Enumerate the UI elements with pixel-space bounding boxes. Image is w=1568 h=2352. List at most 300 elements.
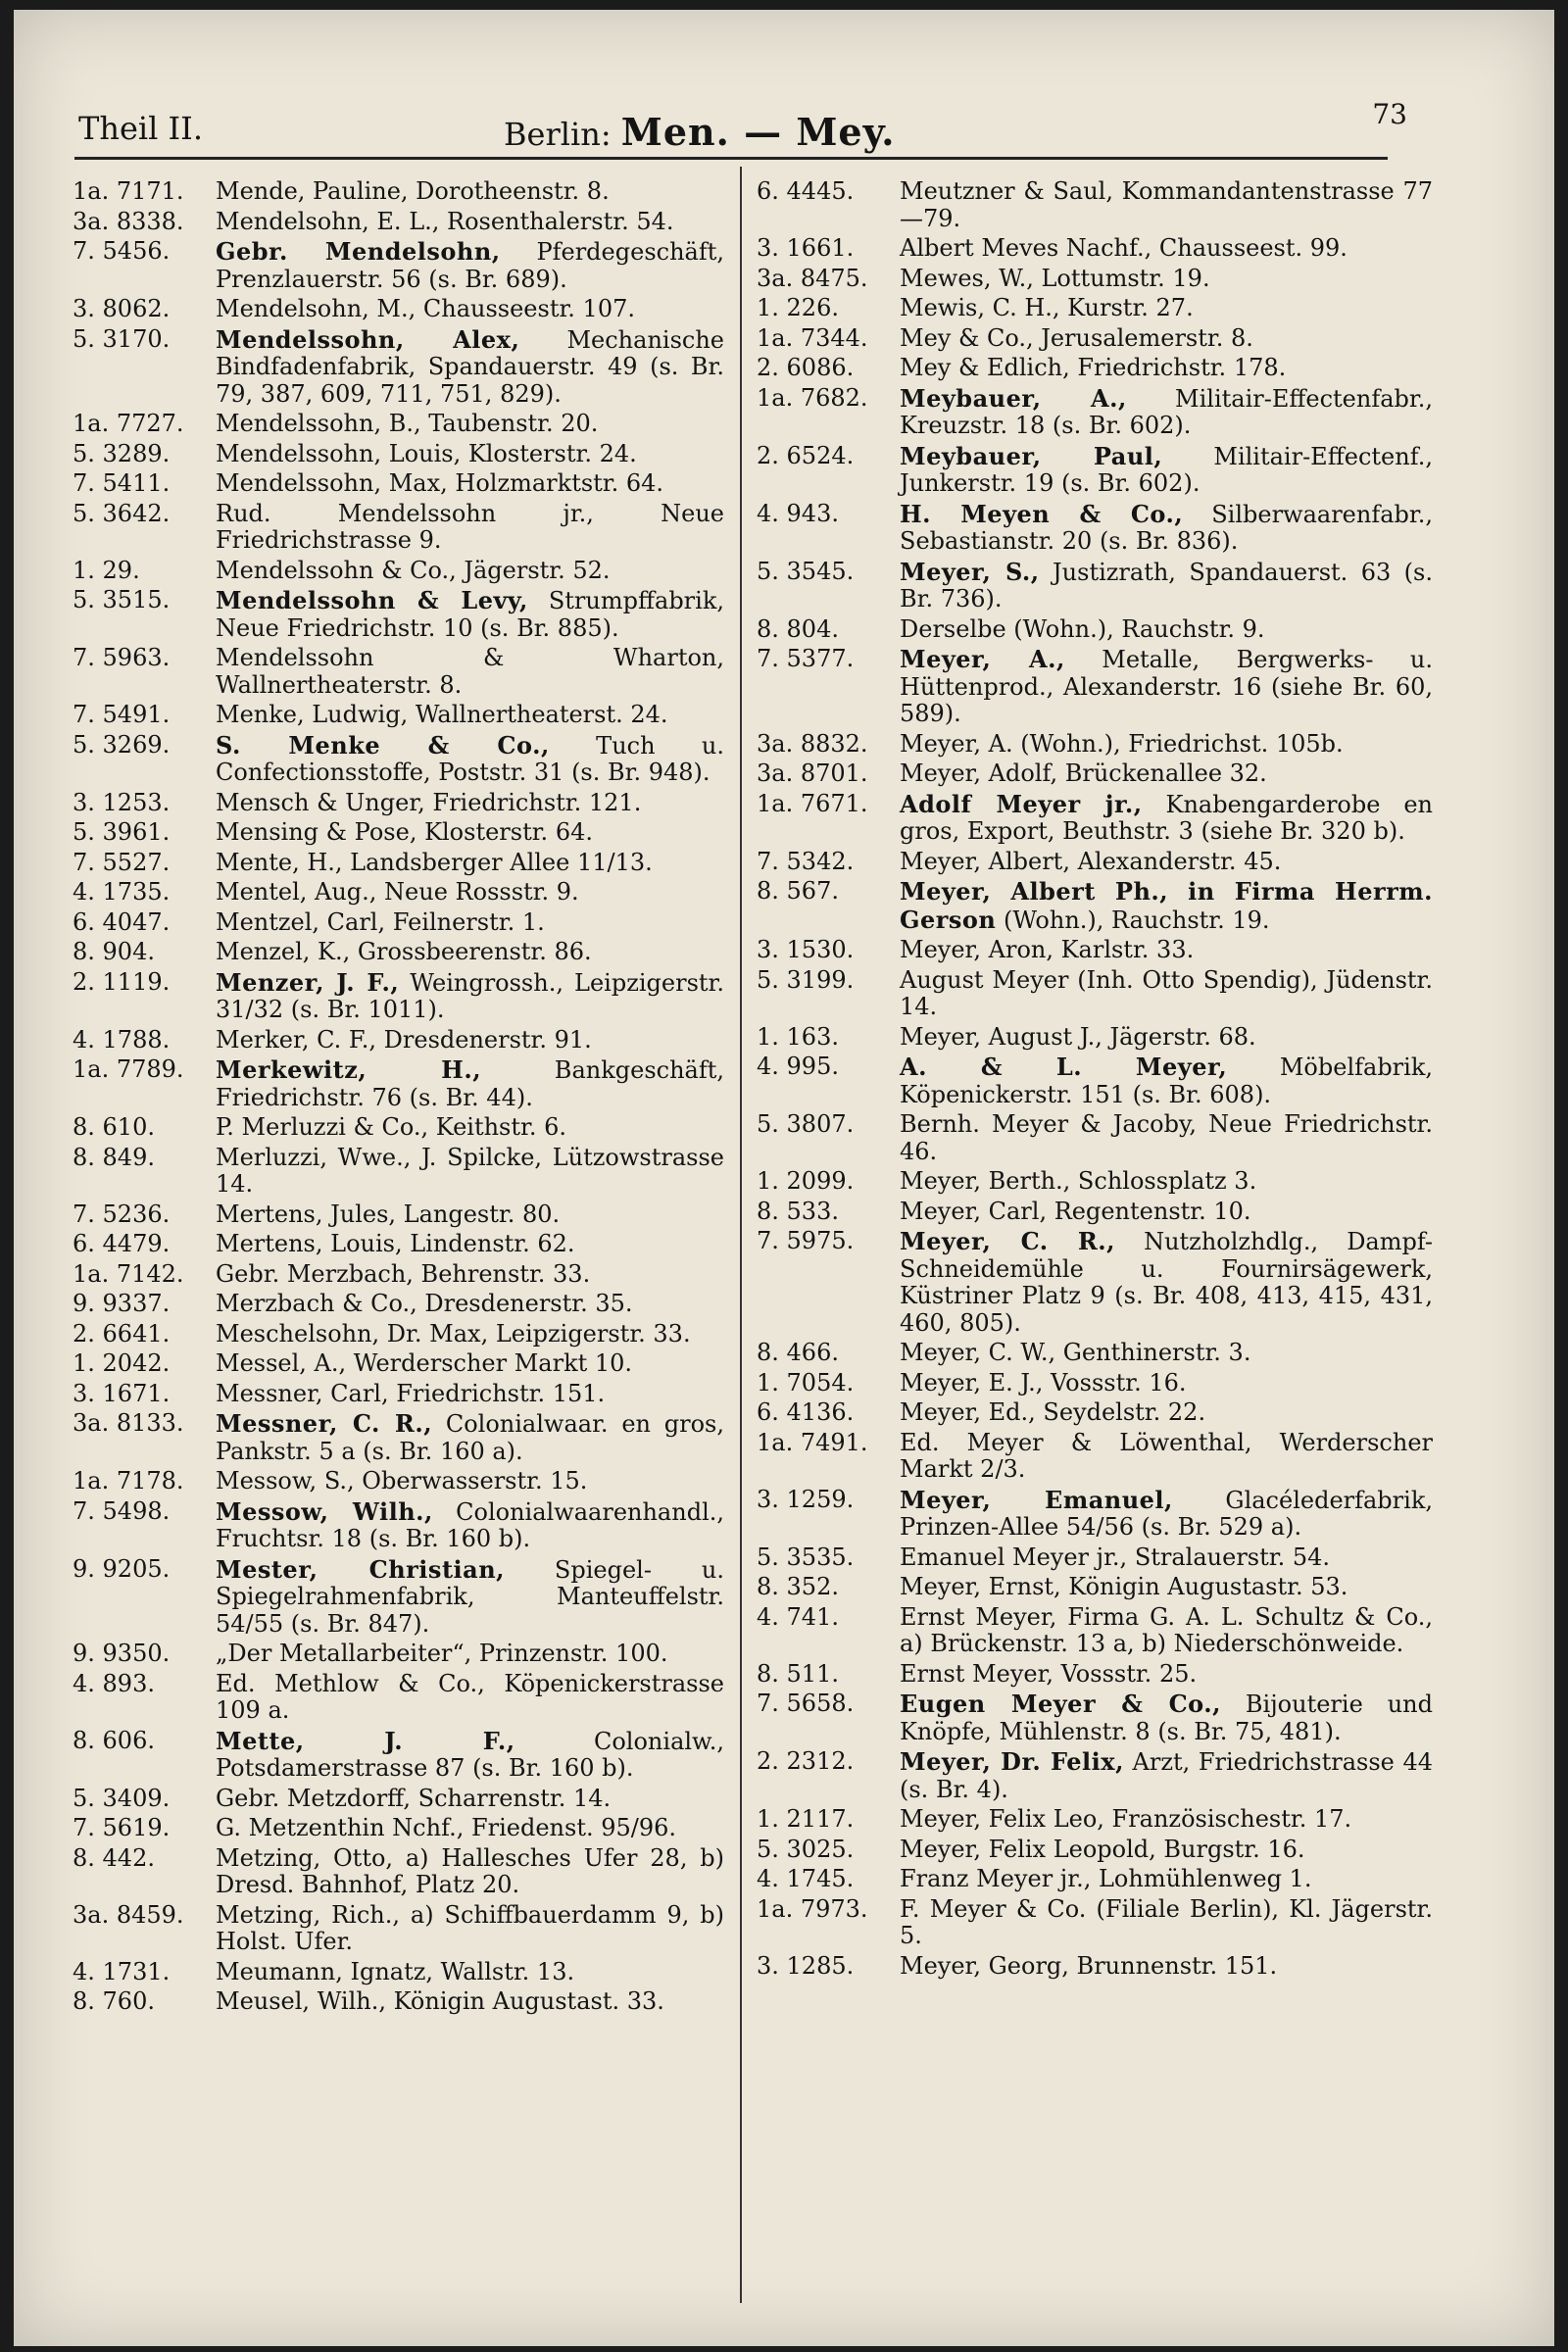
- firm-name: Messow, Wilh.,: [216, 1496, 433, 1526]
- firm-name: Adolf Meyer jr.,: [900, 789, 1143, 818]
- entry-details: Colonialwaarenhandl., Fruchtsr. 18 (s. Br. 160 b).: [216, 1497, 724, 1552]
- directory-entry: [757, 266, 1433, 293]
- directory-entry: [757, 1661, 1433, 1689]
- column-divider: [740, 167, 742, 2303]
- phone-number: 7. 5527.: [73, 848, 171, 876]
- entry-details: F. Meyer & Co. (Filiale Berlin), Kl. Jägerstr. 5.: [900, 1894, 1433, 1949]
- entry-text: [210, 969, 724, 1024]
- entry-text: [894, 1866, 1433, 1893]
- entry-details: Strumpffabrik, Neue Friedrichstr. 10 (s. Br. 885).: [216, 587, 725, 642]
- phone-number: 5. 3025.: [757, 1835, 855, 1863]
- directory-entry: [73, 790, 724, 817]
- directory-entry: [73, 178, 724, 206]
- phone-number: 6. 4479.: [73, 1230, 171, 1257]
- entry-text: [894, 178, 1433, 232]
- firm-name: Meyer, Dr. Felix,: [900, 1747, 1124, 1776]
- entry-text: [210, 790, 724, 817]
- directory-entry: [73, 1671, 724, 1725]
- entry-details: „Der Metallarbeiter“, Prinzenstr. 100.: [216, 1640, 668, 1667]
- directory-entry: [757, 235, 1433, 263]
- phone-number: 3. 1671.: [73, 1379, 171, 1407]
- phone-number: 4. 995.: [757, 1053, 839, 1080]
- entry-text: [894, 295, 1433, 322]
- city-label: Berlin:: [504, 116, 612, 153]
- entry-text: [210, 1410, 724, 1465]
- entry-text: [210, 1291, 724, 1318]
- entry-details: Mente, H., Landsberger Allee 11/13.: [216, 848, 653, 876]
- entry-text: [894, 1544, 1433, 1572]
- entry-text: [210, 1231, 724, 1258]
- directory-entry: [757, 1430, 1433, 1484]
- entry-text: [210, 1556, 724, 1639]
- entry-details: Bijouterie und Knöpfe, Mühlenstr. 8 (s. Br. 75, 481).: [900, 1690, 1433, 1745]
- directory-entry: [73, 1321, 724, 1348]
- phone-number: 1a. 7171.: [73, 177, 184, 205]
- entry-text: [210, 1261, 724, 1289]
- entry-details: Silberwaarenfabr., Sebastianstr. 20 (s. Br. 836).: [900, 500, 1433, 555]
- entry-text: [210, 587, 724, 642]
- directory-entry: [757, 760, 1433, 788]
- phone-number: 1a. 7491.: [757, 1428, 868, 1456]
- phone-number: 5. 3807.: [757, 1110, 855, 1138]
- phone-number: 3. 1253.: [73, 788, 171, 816]
- directory-entry: [73, 879, 724, 906]
- directory-entry: [73, 1728, 724, 1783]
- phone-number: 2. 6524.: [757, 441, 855, 469]
- entry-text: [210, 732, 724, 787]
- directory-page: [14, 10, 1554, 2346]
- directory-entry: [757, 178, 1433, 232]
- page-header: [65, 98, 1407, 153]
- phone-number: 3. 1661.: [757, 234, 855, 262]
- phone-number: 6. 4047.: [73, 907, 171, 936]
- phone-number: 5. 3535.: [757, 1543, 855, 1571]
- directory-entry: [73, 470, 724, 498]
- entry-text: [894, 1748, 1433, 1803]
- directory-entry: [757, 1544, 1433, 1572]
- phone-number: 7. 5491.: [73, 701, 171, 728]
- firm-name: Meybauer, A.,: [900, 383, 1127, 413]
- entry-details: Mewes, W., Lottumstr. 19.: [900, 264, 1210, 292]
- phone-number: 1. 2042.: [73, 1349, 171, 1377]
- entry-details: Mensch & Unger, Friedrichstr. 121.: [216, 788, 642, 816]
- phone-number: 2. 6086.: [757, 354, 855, 381]
- directory-entry: [73, 1201, 724, 1229]
- left-column: [73, 178, 724, 2019]
- phone-number: 1. 226.: [757, 294, 839, 321]
- entry-text: [894, 1430, 1433, 1484]
- header-rule: [74, 157, 1388, 160]
- phone-number: 8. 442.: [73, 1843, 155, 1872]
- entry-details: Meschelsohn, Dr. Max, Leipzigerstr. 33.: [216, 1319, 691, 1348]
- firm-name: Mendelssohn & Levy,: [216, 586, 528, 614]
- entry-text: [894, 1953, 1433, 1981]
- entry-text: [210, 238, 724, 293]
- entry-details: Mendelssohn, Louis, Klosterstr. 24.: [216, 439, 637, 467]
- directory-entry: [757, 1168, 1433, 1196]
- phone-number: 3. 1259.: [757, 1485, 855, 1513]
- entry-text: [210, 296, 724, 323]
- directory-entry: [757, 1054, 1433, 1108]
- directory-entry: [757, 1111, 1433, 1165]
- directory-entry: [73, 1350, 724, 1378]
- entry-text: [210, 1786, 724, 1813]
- directory-entry: [73, 558, 724, 585]
- phone-number: 1a. 7973.: [757, 1894, 868, 1923]
- entry-details: Gebr. Merzbach, Behrenstr. 33.: [216, 1259, 591, 1288]
- entry-text: [210, 326, 724, 409]
- entry-details: Meyer, Ernst, Königin Augustastr. 53.: [900, 1573, 1348, 1600]
- entry-text: [210, 939, 724, 966]
- phone-number: 8. 804.: [757, 614, 839, 643]
- running-title: [504, 110, 896, 154]
- entry-details: Derselbe (Wohn.), Rauchstr. 9.: [900, 614, 1265, 643]
- entry-details: Knabengarderobe en gros, Export, Beuthstr. 3 (siehe Br. 320 b).: [900, 790, 1433, 845]
- phone-number: 8. 760.: [73, 1987, 155, 2015]
- entry-details: Colonialw., Potsdamerstrasse 87 (s. Br. 160 b).: [216, 1727, 725, 1782]
- phone-number: 1. 163.: [757, 1022, 839, 1051]
- directory-entry: [757, 1866, 1433, 1893]
- entry-details: Ed. Methlow & Co., Köpenickerstrasse 109 a.: [216, 1669, 724, 1724]
- entry-text: [894, 967, 1433, 1021]
- entry-details: Meyer, Georg, Brunnenstr. 151.: [900, 1951, 1278, 1980]
- entry-text: [894, 325, 1433, 353]
- entry-details: G. Metzenthin Nchf., Friedenst. 95/96.: [216, 1814, 677, 1841]
- directory-entry: [757, 559, 1433, 613]
- page-number: 73: [1372, 98, 1407, 130]
- phone-number: 7. 5236.: [73, 1200, 171, 1228]
- directory-entry: [73, 209, 724, 236]
- directory-entry: [757, 443, 1433, 498]
- phone-number: 6. 4445.: [757, 177, 855, 205]
- entry-text: [894, 235, 1433, 263]
- entry-text: [894, 1399, 1433, 1427]
- entry-details: Militair-Effectenf., Junkerstr. 19 (s. Br. 602).: [900, 442, 1433, 497]
- entry-text: [210, 1350, 724, 1378]
- entry-details: Emanuel Meyer jr., Stralauerstr. 54.: [900, 1543, 1331, 1571]
- volume-label: Theil II.: [78, 110, 203, 147]
- entry-text: [894, 1837, 1433, 1864]
- firm-name: S. Menke & Co.,: [216, 730, 550, 760]
- phone-number: 1a. 7727.: [73, 410, 184, 437]
- entry-text: [894, 385, 1433, 440]
- entry-details: Metzing, Otto, a) Hallesches Ufer 28, b) Dresd. Bahnhof, Platz 20.: [216, 1843, 724, 1898]
- directory-entry: [73, 1145, 724, 1199]
- entry-text: [210, 909, 724, 937]
- phone-number: 2. 6641.: [73, 1319, 171, 1348]
- entry-text: [894, 1054, 1433, 1108]
- firm-name: Meyer, Emanuel,: [900, 1485, 1173, 1514]
- entry-details: Mentzel, Carl, Feilnerstr. 1.: [216, 907, 545, 936]
- phone-number: 3. 1530.: [757, 936, 855, 963]
- directory-entry: [757, 325, 1433, 353]
- directory-entry: [757, 1370, 1433, 1397]
- entry-text: [210, 470, 724, 498]
- entry-text: [894, 1111, 1433, 1165]
- entry-text: [210, 1321, 724, 1348]
- entry-details: Mende, Pauline, Dorotheenstr. 8.: [216, 177, 610, 205]
- entry-details: Gebr. Metzdorff, Scharrenstr. 14.: [216, 1784, 612, 1812]
- entry-text: [894, 1370, 1433, 1397]
- entry-text: [894, 266, 1433, 293]
- firm-name: H. Meyen & Co.,: [900, 499, 1184, 528]
- entry-text: [894, 1487, 1433, 1542]
- firm-name: Messner, C. R.,: [216, 1409, 433, 1438]
- phone-number: 9. 9337.: [73, 1290, 171, 1317]
- entry-text: [210, 1114, 724, 1142]
- directory-entry: [757, 1690, 1433, 1745]
- name-range: Men. — Mey.: [620, 110, 896, 154]
- phone-number: 9. 9205.: [73, 1554, 171, 1583]
- entry-details: Merker, C. F., Dresdenerstr. 91.: [216, 1025, 592, 1054]
- entry-text: [210, 645, 724, 699]
- firm-name: Gebr. Mendelsohn,: [216, 237, 501, 266]
- firm-name: Eugen Meyer & Co.,: [900, 1690, 1221, 1718]
- directory-entry: [73, 1815, 724, 1842]
- phone-number: 4. 1745.: [757, 1865, 855, 1892]
- directory-entry: [757, 1399, 1433, 1427]
- entry-text: [894, 1806, 1433, 1834]
- phone-number: 7. 5963.: [73, 644, 171, 671]
- entry-details: Messel, A., Werderscher Markt 10.: [216, 1349, 633, 1377]
- entry-details: Mendelssohn, Max, Holzmarktstr. 64.: [216, 469, 664, 497]
- directory-entry: [73, 850, 724, 877]
- entry-details: Möbelfabrik, Köpenickerstr. 151 (s. Br. 608).: [900, 1054, 1433, 1108]
- entry-text: [894, 1024, 1433, 1052]
- entry-details: Militair-Effectenfabr., Kreuzstr. 18 (s. Br. 602).: [900, 384, 1433, 439]
- directory-entry: [73, 1027, 724, 1054]
- entry-text: [210, 1056, 724, 1111]
- phone-number: 5. 3199.: [757, 965, 855, 994]
- entry-details: Meyer, Felix Leo, Französischestr. 17.: [900, 1805, 1352, 1833]
- entry-details: Meutzner & Saul, Kommandantenstrasse 77—79.: [900, 177, 1433, 232]
- entry-text: [210, 1988, 724, 2016]
- entry-details: Meyer, August J., Jägerstr. 68.: [900, 1022, 1256, 1051]
- entry-text: [210, 1145, 724, 1199]
- phone-number: 4. 943.: [757, 499, 839, 527]
- firm-name: Merkewitz, H.,: [216, 1055, 482, 1084]
- entry-text: [210, 1381, 724, 1408]
- directory-entry: [73, 1468, 724, 1495]
- directory-entry: [73, 819, 724, 847]
- entry-details: Mey & Co., Jerusalemerstr. 8.: [900, 323, 1253, 352]
- phone-number: 2. 2312.: [757, 1747, 855, 1775]
- entry-text: [894, 443, 1433, 498]
- entry-text: [894, 501, 1433, 556]
- phone-number: 3a. 8133.: [73, 1409, 184, 1437]
- directory-entry: [73, 238, 724, 293]
- entry-text: [894, 1340, 1433, 1367]
- entry-details: Mendelssohn, B., Taubenstr. 20.: [216, 410, 599, 437]
- phone-number: 7. 5498.: [73, 1496, 171, 1525]
- entry-details: Messner, Carl, Friedrichstr. 151.: [216, 1379, 606, 1407]
- directory-entry: [757, 1199, 1433, 1226]
- directory-entry: [73, 441, 724, 468]
- phone-number: 8. 466.: [757, 1339, 839, 1366]
- firm-name: Mester, Christian,: [216, 1554, 505, 1584]
- phone-number: 8. 849.: [73, 1143, 155, 1171]
- entry-text: [894, 878, 1433, 934]
- entry-details: Mendelssohn & Co., Jägerstr. 52.: [216, 556, 611, 584]
- entry-text: [210, 1468, 724, 1495]
- phone-number: 1a. 7344.: [757, 323, 868, 352]
- phone-number: 3a. 8475.: [757, 264, 868, 292]
- phone-number: 7. 5377.: [757, 645, 855, 672]
- phone-number: 7. 5456.: [73, 237, 171, 265]
- entry-text: [210, 558, 724, 585]
- entry-details: Merzbach & Co., Dresdenerstr. 35.: [216, 1290, 633, 1317]
- phone-number: 4. 1735.: [73, 878, 171, 906]
- entry-text: [894, 1604, 1433, 1658]
- entry-details: Ernst Meyer, Vossstr. 25.: [900, 1659, 1198, 1688]
- entry-details: Menke, Ludwig, Wallnertheaterst. 24.: [216, 701, 668, 728]
- phone-number: 1a. 7671.: [757, 789, 868, 817]
- entry-details: Mechanische Bindfadenfabrik, Spandauerstr. 49 (s. Br. 79, 387, 609, 711, 751, 829).: [216, 325, 724, 408]
- entry-text: [210, 441, 724, 468]
- directory-entry: [757, 1953, 1433, 1981]
- entry-details: Meyer, Adolf, Brückenallee 32.: [900, 760, 1267, 787]
- directory-entry: [73, 1114, 724, 1142]
- entry-details: Ed. Meyer & Löwenthal, Werderscher Markt 2/3.: [900, 1428, 1433, 1483]
- entry-text: [894, 1690, 1433, 1745]
- directory-entry: [73, 501, 724, 555]
- phone-number: 4. 893.: [73, 1669, 155, 1697]
- entry-details: Mendelsohn, M., Chausseestr. 107.: [216, 295, 635, 322]
- phone-number: 8. 606.: [73, 1726, 155, 1754]
- entry-text: [210, 178, 724, 206]
- entry-text: [894, 1228, 1433, 1337]
- phone-number: 1a. 7682.: [757, 383, 868, 412]
- phone-number: 3a. 8832.: [757, 729, 868, 758]
- phone-number: 7. 5411.: [73, 469, 171, 497]
- entry-text: [894, 1661, 1433, 1689]
- firm-name: Meyer, S.,: [900, 557, 1040, 586]
- entry-text: [894, 1574, 1433, 1601]
- directory-entry: [757, 616, 1433, 644]
- entry-details: Merluzzi, Wwe., J. Spilcke, Lützowstrasse 14.: [216, 1143, 724, 1198]
- entry-details: Justizrath, Spandauerst. 63 (s. Br. 736).: [900, 558, 1433, 612]
- entry-details: August Meyer (Inh. Otto Spendig), Jüdenstr. 14.: [900, 965, 1433, 1020]
- phone-number: 1. 2099.: [757, 1167, 855, 1195]
- entry-details: Metalle, Bergwerks- u. Hüttenprod., Alexanderstr. 16 (siehe Br. 60, 589).: [900, 646, 1433, 727]
- directory-entry: [73, 969, 724, 1024]
- phone-number: 5. 3170.: [73, 324, 171, 353]
- phone-number: 6. 4136.: [757, 1398, 855, 1426]
- phone-number: 5. 3269.: [73, 730, 171, 759]
- phone-number: 1. 7054.: [757, 1368, 855, 1396]
- directory-entry: [757, 849, 1433, 876]
- entry-text: [210, 850, 724, 877]
- entry-details: Colonialwaar. en gros, Pankstr. 5 a (s. Br. 160 a).: [216, 1410, 724, 1465]
- entry-text: [894, 1896, 1433, 1950]
- entry-details: Mentel, Aug., Neue Rossstr. 9.: [216, 878, 579, 906]
- entry-text: [894, 760, 1433, 788]
- phone-number: 5. 3515.: [73, 586, 171, 613]
- directory-entry: [73, 1902, 724, 1956]
- entry-details: Nutzholzhdlg., Dampf-Schneidemühle u. Fournirsägewerk, Küstriner Platz 9 (s. Br. 408, 413, 415, 431, 460, 805).: [900, 1228, 1433, 1337]
- directory-entry: [73, 1261, 724, 1289]
- phone-number: 5. 3961.: [73, 818, 171, 846]
- entry-details: Meyer, Carl, Regentenstr. 10.: [900, 1197, 1251, 1225]
- entry-details: Mertens, Louis, Lindenstr. 62.: [216, 1230, 575, 1257]
- directory-entry: [73, 1056, 724, 1111]
- phone-number: 9. 9350.: [73, 1640, 171, 1667]
- firm-name: Menzer, J. F.,: [216, 967, 400, 997]
- entry-details: Mertens, Jules, Langestr. 80.: [216, 1200, 561, 1228]
- phone-number: 3. 1285.: [757, 1951, 855, 1980]
- directory-entry: [757, 731, 1433, 759]
- entry-details: Meyer, E. J., Vossstr. 16.: [900, 1368, 1187, 1396]
- directory-entry: [73, 1786, 724, 1813]
- directory-entry: [73, 1291, 724, 1318]
- directory-entry: [757, 646, 1433, 728]
- entry-text: [210, 1728, 724, 1783]
- directory-entry: [73, 939, 724, 966]
- entry-details: Meyer, Berth., Schlossplatz 3.: [900, 1167, 1257, 1195]
- phone-number: 5. 3545.: [757, 557, 855, 585]
- directory-entry: [73, 732, 724, 787]
- entry-text: [210, 209, 724, 236]
- directory-entry: [73, 1498, 724, 1553]
- entry-text: [210, 1902, 724, 1956]
- directory-entry: [757, 501, 1433, 556]
- phone-number: 8. 610.: [73, 1113, 155, 1141]
- directory-entry: [757, 385, 1433, 440]
- entry-details: Meyer, Felix Leopold, Burgstr. 16.: [900, 1835, 1305, 1863]
- entry-details: Metzing, Rich., a) Schiffbauerdamm 9, b) Holst. Ufer.: [216, 1900, 724, 1955]
- entry-text: [210, 1201, 724, 1229]
- directory-entry: [73, 1988, 724, 2016]
- phone-number: 8. 567.: [757, 877, 839, 905]
- entry-text: [210, 501, 724, 555]
- entry-details: Tuch u. Confectionsstoffe, Poststr. 31 (s. Br. 948).: [216, 731, 724, 786]
- entry-text: [210, 1641, 724, 1668]
- entry-text: [894, 937, 1433, 964]
- firm-name: A. & L. Meyer,: [900, 1053, 1228, 1081]
- entry-details: Meyer, Ed., Seydelstr. 22.: [900, 1398, 1206, 1426]
- directory-entry: [757, 1228, 1433, 1337]
- entry-text: [894, 355, 1433, 382]
- entry-text: [210, 1845, 724, 1899]
- entry-text: [894, 616, 1433, 644]
- entry-details: Pferdegeschäft, Prenzlauerstr. 56 (s. Br. 689).: [216, 238, 724, 293]
- phone-number: 4. 1731.: [73, 1957, 171, 1985]
- entry-text: [894, 1199, 1433, 1226]
- entry-details: Menzel, K., Grossbeerenstr. 86.: [216, 938, 592, 965]
- phone-number: 1. 2117.: [757, 1805, 855, 1833]
- directory-entry: [73, 1641, 724, 1668]
- directory-entry: [73, 1556, 724, 1639]
- entry-details: Meyer, A. (Wohn.), Friedrichst. 105b.: [900, 729, 1344, 758]
- directory-entry: [73, 1381, 724, 1408]
- directory-entry: [73, 411, 724, 438]
- entry-text: [210, 1959, 724, 1986]
- phone-number: 1a. 7142.: [73, 1259, 184, 1288]
- directory-entry: [757, 1340, 1433, 1367]
- entry-details: Meyer, Albert, Alexanderstr. 45.: [900, 847, 1282, 875]
- entry-text: [210, 879, 724, 906]
- entry-text: [210, 1815, 724, 1842]
- phone-number: 5. 3289.: [73, 439, 171, 467]
- phone-number: 3. 8062.: [73, 295, 171, 322]
- phone-number: 8. 904.: [73, 938, 155, 965]
- entry-details: Ernst Meyer, Firma G. A. L. Schultz & Co., a) Brückenstr. 13 a, b) Niederschönweide.: [900, 1602, 1433, 1657]
- entry-details: Glacélederfabrik, Prinzen-Allee 54/56 (s. Br. 529 a).: [900, 1486, 1433, 1541]
- entry-details: Mewis, C. H., Kurstr. 27.: [900, 294, 1194, 321]
- directory-entry: [757, 295, 1433, 322]
- entry-details: Meusel, Wilh., Königin Augustast. 33.: [216, 1987, 664, 2015]
- directory-entry: [73, 1410, 724, 1465]
